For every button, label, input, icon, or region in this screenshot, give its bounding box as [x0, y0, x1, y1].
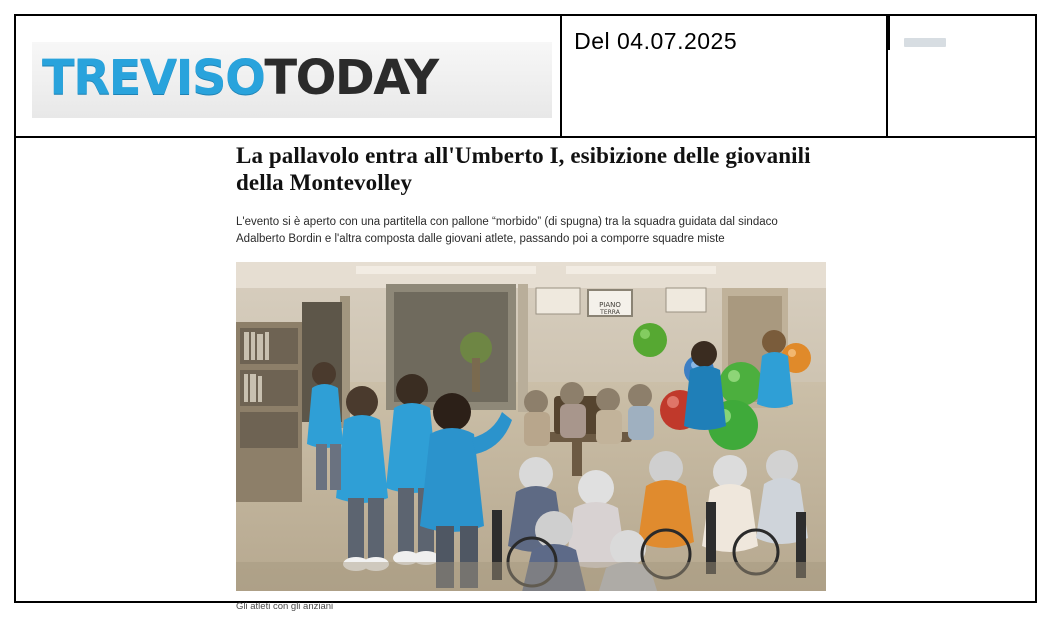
svg-text:TERRA: TERRA: [600, 309, 620, 316]
header-cell-logo: [15, 15, 561, 137]
article-standfirst: L'evento si è aperto con una partitella con pallone “morbido” (di spugna) tra la squadra guidata dal sindaco Adalberto Bordin e l'altra composta dalle giovani atlete, passando poi a comporre squadre miste: [236, 216, 778, 245]
logo-text: [42, 52, 438, 104]
header-cell-date: [561, 15, 887, 137]
logo-text-secondary: TODAY: [264, 50, 438, 106]
date-label: Del 04.07.2025: [574, 28, 738, 54]
header-table: [14, 14, 1037, 138]
article-photo: [236, 262, 826, 591]
blank-cell-mark: [888, 16, 1035, 136]
article: [236, 142, 836, 612]
blank-cell-smudge: [904, 38, 946, 47]
blank-cell-tick: [888, 16, 890, 50]
photo-illustration: [236, 262, 826, 591]
svg-text:PIANO: PIANO: [599, 301, 621, 309]
article-headline: La pallavolo entra all'Umberto I, esibizione delle giovanili della Montevolley: [236, 143, 811, 195]
logo-text-primary: TREVISO: [42, 50, 265, 106]
masthead-logo: [16, 16, 560, 136]
header-cell-blank: [887, 15, 1036, 137]
photo-caption: Gli atleti con gli anziani: [236, 601, 334, 612]
